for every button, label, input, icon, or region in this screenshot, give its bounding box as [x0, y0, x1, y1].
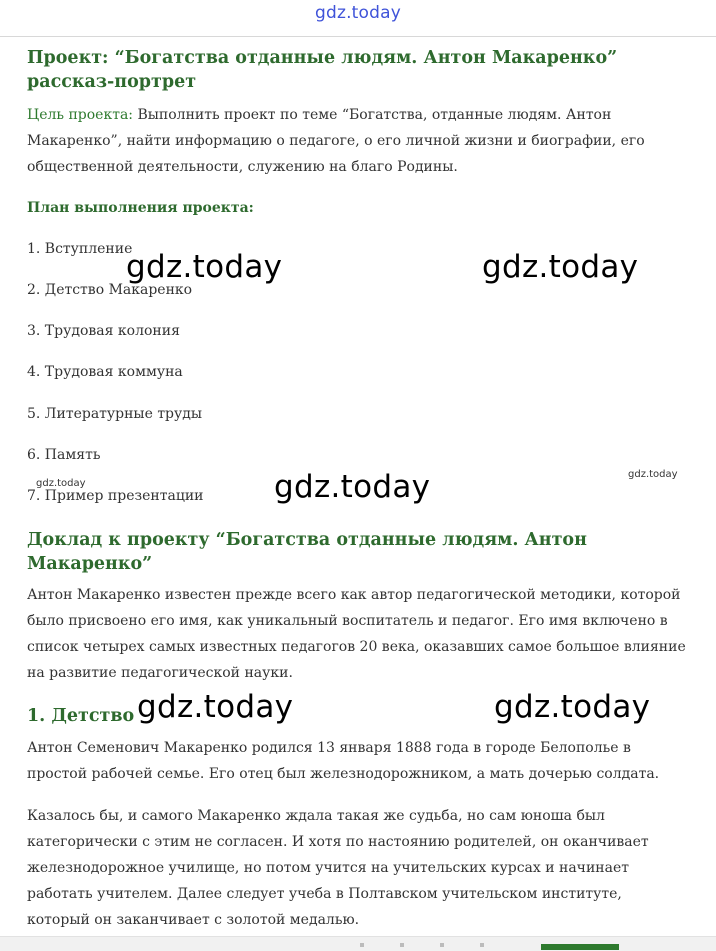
plan-item: 7. Пример презентации: [27, 488, 204, 504]
project-title: Проект: “Богатства отданные людям. Антон Макаренко” рассказ-портрет: [27, 48, 618, 92]
watermark: gdz.today: [137, 689, 294, 725]
plan-item: 5. Литературные труды: [27, 406, 203, 422]
section-title-childhood: 1. Детство: [27, 706, 135, 726]
watermark: gdz.today: [494, 689, 651, 725]
bottom-action-button[interactable]: [541, 944, 619, 950]
plan-item: 4. Трудовая коммуна: [27, 364, 183, 380]
plan-title: План выполнения проекта:: [27, 200, 254, 216]
report-title: Доклад к проекту “Богатства отданные людям. Антон Макаренко”: [27, 530, 587, 574]
project-goal: [27, 102, 687, 180]
plan-item: 6. Память: [27, 447, 101, 463]
report-intro: Антон Макаренко известен прежде всего как автор педагогической методики, которой было присвоено его имя, как уникальный воспитатель и педагог. Его имя включено в список четырех самых известных педагогов 20 века, оказавших самое большое влияние на развитие педагогической науки.: [27, 587, 686, 681]
plan-item: 1. Вступление: [27, 241, 133, 257]
plan-item: 3. Трудовая колония: [27, 323, 180, 339]
goal-label: Цель проекта:: [27, 107, 134, 123]
watermark: gdz.today: [482, 249, 639, 285]
watermark-small: gdz.today: [36, 478, 86, 489]
site-header: [0, 0, 716, 37]
goal-text: Выполнить проект по теме “Богатства, отданные людям. Антон Макаренко”, найти информацию о педагоге, о его личной жизни и биографии, его общественной деятельности, служению на благо Родины.: [27, 107, 645, 175]
watermark: gdz.today: [126, 249, 283, 285]
watermark-small: gdz.today: [628, 469, 678, 480]
watermark: gdz.today: [274, 469, 431, 505]
site-logo[interactable]: gdz.today: [314, 3, 402, 23]
childhood-paragraph-2: Казалось бы, и самого Макаренко ждала такая же судьба, но сам юноша был категорически с этим не согласен. И хотя по настоянию родителей, он оканчивает железнодорожное училище, но потом учится на учительских курсах и начинает работать учителем. Далее следует учеба в Полтавском учительском институте, который он заканчивает с золотой медалью.: [27, 808, 649, 928]
plan-item: 2. Детство Макаренко: [27, 282, 193, 298]
pagination-dots: [360, 943, 520, 947]
childhood-paragraph-1: Антон Семенович Макаренко родился 13 января 1888 года в городе Белополье в простой рабочей семье. Его отец был железнодорожником, а мать дочерью солдата.: [27, 740, 660, 782]
